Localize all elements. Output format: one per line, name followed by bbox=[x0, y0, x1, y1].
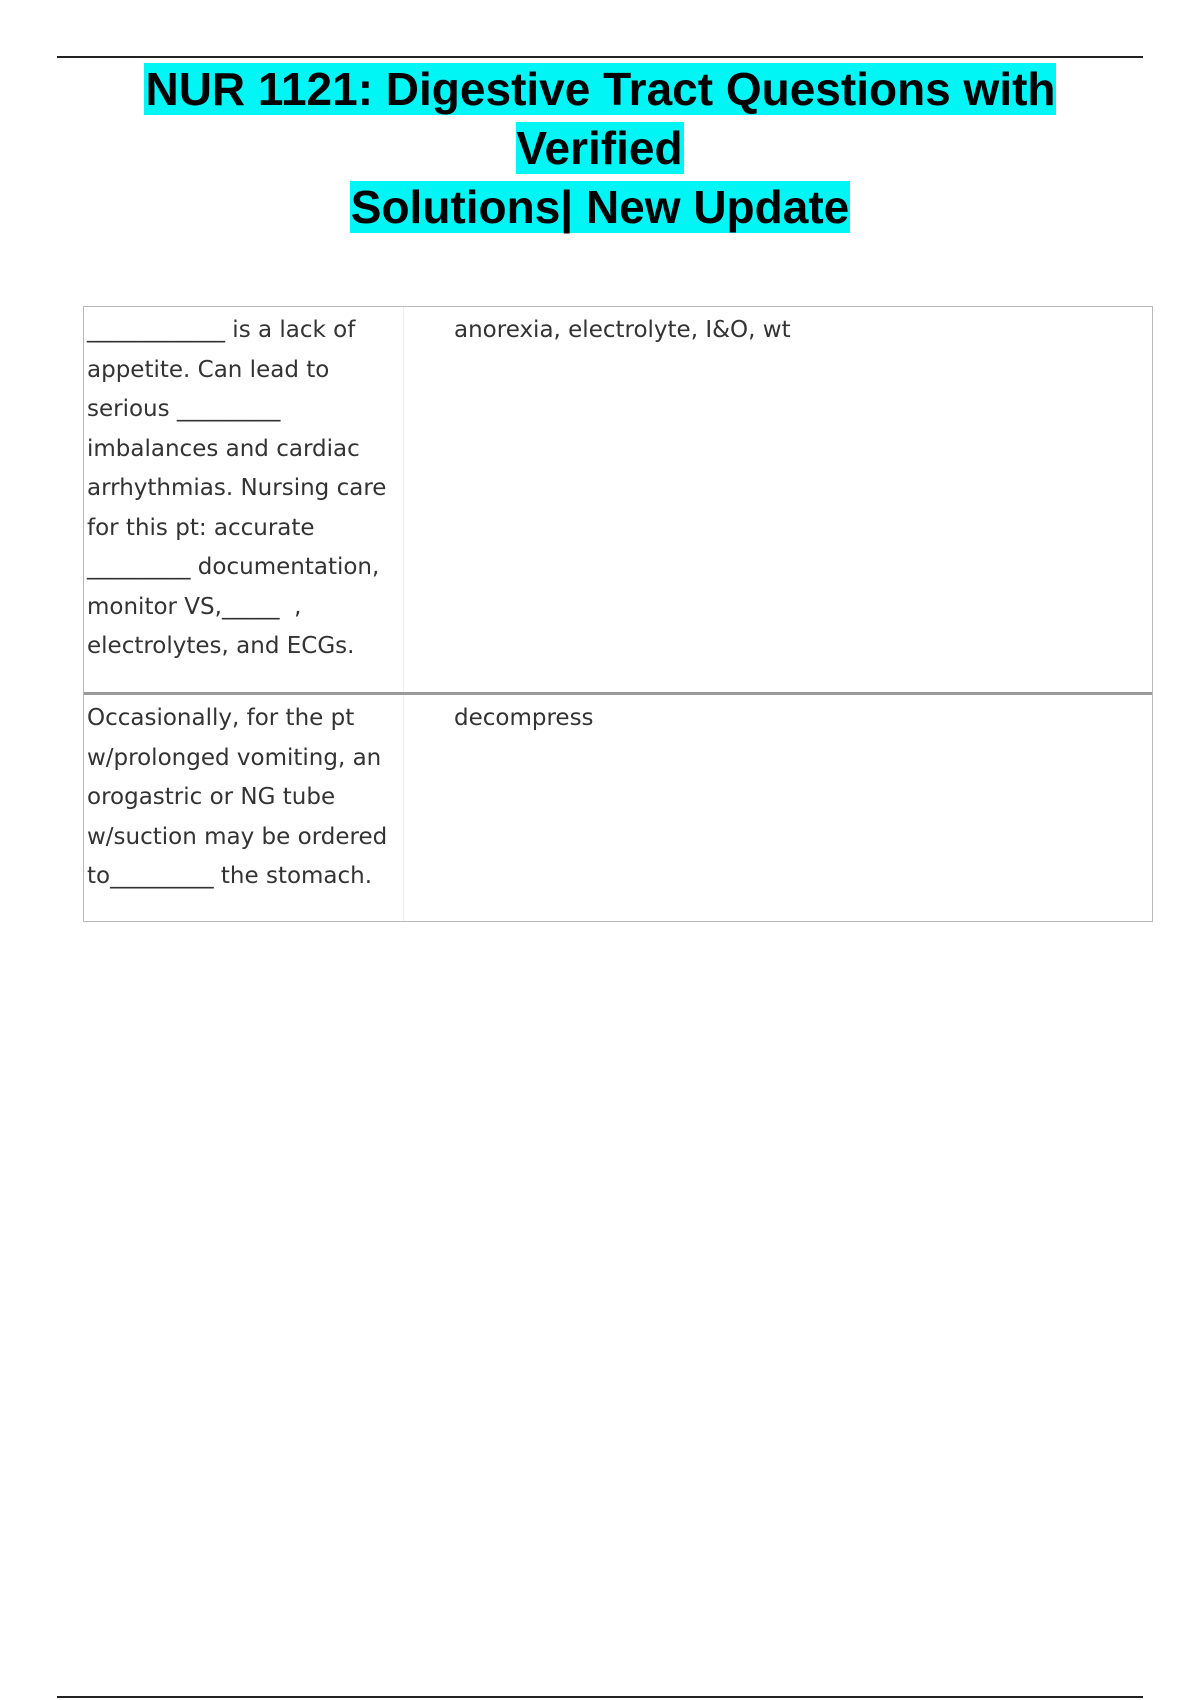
flashcard-term: Occasionally, for the pt w/prolonged vomiting, an orogastric or NG tube w/suction may be ordered to_________ the stomach. bbox=[84, 695, 404, 921]
flashcard-row bbox=[84, 692, 1152, 921]
flashcard-definition: anorexia, electrolyte, I&O, wt bbox=[454, 317, 791, 343]
flashcard-term: ____________ is a lack of appetite. Can lead to serious _________ imbalances and cardiac arrhythmias. Nursing care for this pt: accurate _________ documentation, monitor VS,_____ , electrolytes, and ECGs. bbox=[84, 307, 404, 692]
flashcard-row bbox=[84, 307, 1152, 692]
flashcard-definition: decompress bbox=[454, 705, 594, 731]
flashcard-table bbox=[83, 306, 1153, 922]
title-line-1: NUR 1121: Digestive Tract Questions with Verified bbox=[145, 63, 1056, 174]
title-line-2: Solutions| New Update bbox=[350, 181, 850, 233]
bottom-rule bbox=[57, 1696, 1143, 1698]
document-title bbox=[57, 60, 1143, 237]
top-rule bbox=[57, 56, 1143, 58]
